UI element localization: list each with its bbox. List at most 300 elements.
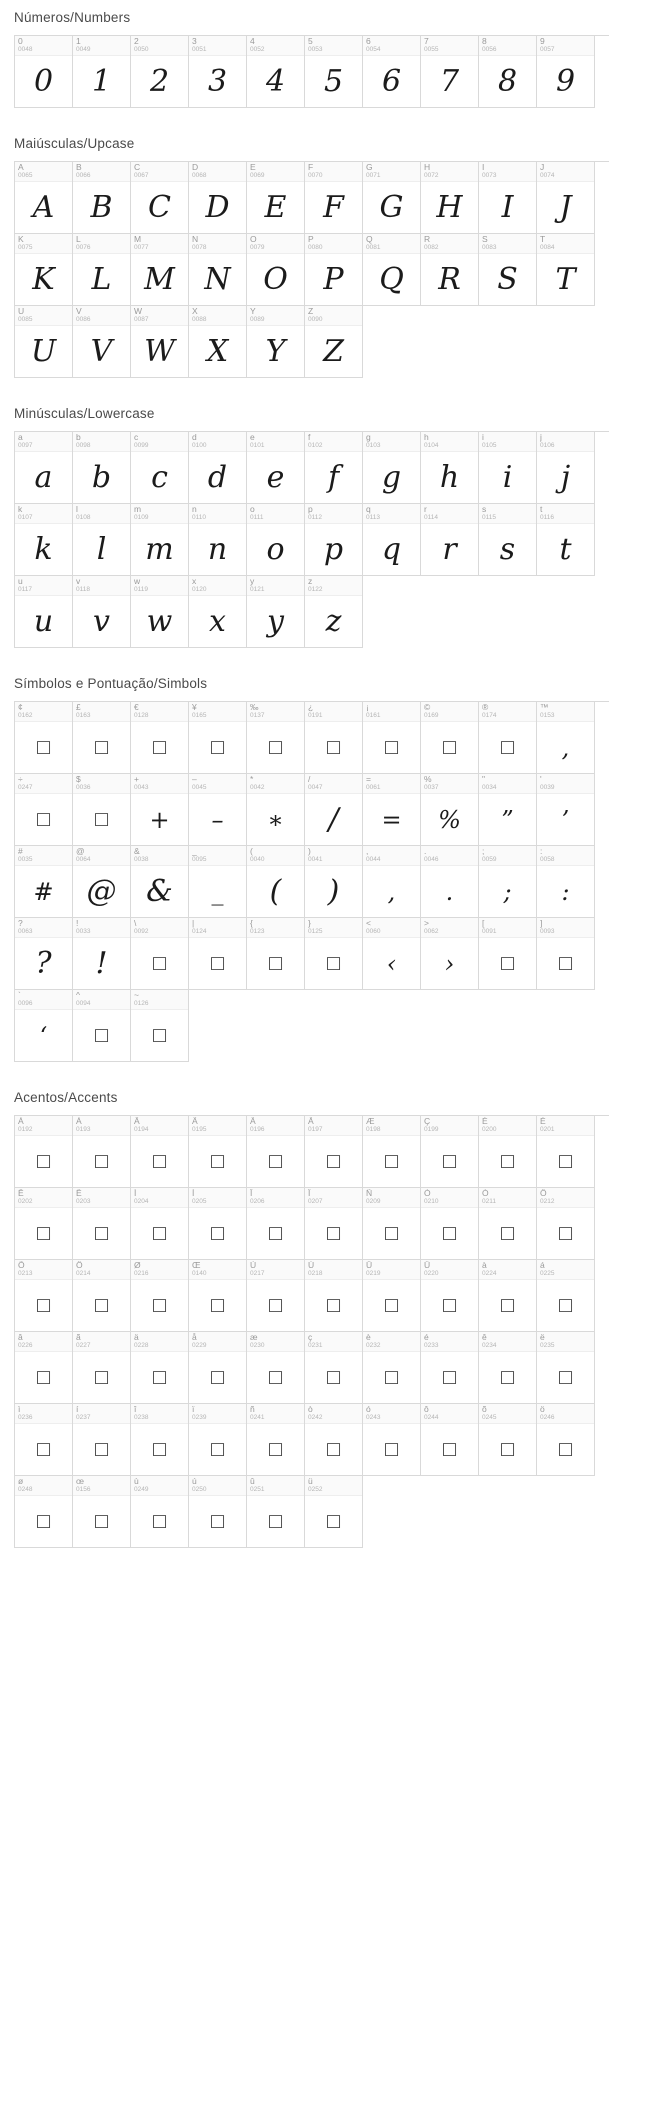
glyph-cell[interactable]: [479, 1404, 537, 1476]
glyph-meta: [363, 1404, 420, 1424]
glyph-char-label: ‰: [250, 703, 259, 712]
glyph-preview: □: [325, 1367, 342, 1387]
glyph-preview: □: [151, 1439, 168, 1459]
glyph-cell[interactable]: [305, 576, 363, 648]
glyph-cell[interactable]: [305, 1116, 363, 1188]
glyph-preview: □: [325, 1511, 342, 1531]
glyph-cell[interactable]: [247, 1476, 305, 1548]
glyph-preview: !: [95, 945, 108, 981]
glyph-code-label: 0202: [18, 1198, 33, 1205]
glyph-meta: [131, 1476, 188, 1496]
glyph-cell[interactable]: [305, 432, 363, 504]
glyph-code-label: 0210: [424, 1198, 439, 1205]
glyph-cell[interactable]: [73, 576, 131, 648]
glyph-cell[interactable]: [247, 918, 305, 990]
glyph-char-label: 4: [250, 37, 255, 46]
glyph-char-label: 9: [540, 37, 545, 46]
glyph-cell[interactable]: [15, 432, 73, 504]
glyph-cell[interactable]: [305, 702, 363, 774]
glyph-cell[interactable]: [479, 1188, 537, 1260]
glyph-preview: □: [557, 1151, 574, 1171]
glyph-cell[interactable]: [131, 1332, 189, 1404]
glyph-cell[interactable]: [131, 1260, 189, 1332]
glyph-cell[interactable]: [421, 1332, 479, 1404]
glyph-char-label: l: [76, 505, 78, 514]
glyph-preview: □: [267, 737, 284, 757]
glyph-code-label: 0203: [76, 1198, 91, 1205]
glyph-code-label: 0070: [308, 172, 323, 179]
glyph-code-label: 0065: [18, 172, 33, 179]
glyph-char-label: à: [482, 1261, 487, 1270]
glyph-cell[interactable]: [15, 234, 73, 306]
glyph-preview: %: [438, 805, 461, 834]
glyph-cell[interactable]: [537, 36, 595, 108]
glyph-code-label: 0086: [76, 316, 91, 323]
glyph-cell[interactable]: [15, 36, 73, 108]
glyph-char-label: ¿: [308, 703, 314, 712]
glyph-cell[interactable]: [421, 234, 479, 306]
glyph-code-label: 0245: [482, 1414, 497, 1421]
glyph-cell[interactable]: [131, 990, 189, 1062]
glyph-preview: □: [209, 1223, 226, 1243]
glyph-char-label: Ñ: [366, 1189, 373, 1198]
glyph-char-label: U: [18, 307, 25, 316]
glyph-meta: [15, 576, 72, 596]
glyph-cell[interactable]: [73, 234, 131, 306]
glyph-char-label: K: [18, 235, 24, 244]
glyph-cell[interactable]: [363, 1332, 421, 1404]
glyph-cell[interactable]: [131, 504, 189, 576]
glyph-cell[interactable]: [479, 504, 537, 576]
glyph-meta: [247, 162, 304, 182]
glyph-cell[interactable]: [363, 162, 421, 234]
glyph-code-label: 0114: [424, 514, 438, 521]
glyph-cell[interactable]: [131, 702, 189, 774]
glyph-cell[interactable]: [537, 918, 595, 990]
glyph-char-label: 1: [76, 37, 81, 46]
glyph-char-label: V: [76, 307, 82, 316]
glyph-cell[interactable]: [537, 1116, 595, 1188]
glyph-cell[interactable]: [363, 702, 421, 774]
glyph-cell[interactable]: [537, 702, 595, 774]
glyph-cell[interactable]: [247, 576, 305, 648]
glyph-cell[interactable]: [537, 1260, 595, 1332]
glyph-meta: [247, 1188, 304, 1208]
glyph-cell[interactable]: [15, 1404, 73, 1476]
glyph-cell[interactable]: [73, 1260, 131, 1332]
glyph-cell[interactable]: [305, 1332, 363, 1404]
glyph-cell[interactable]: [15, 990, 73, 1062]
glyph-cell[interactable]: [421, 36, 479, 108]
glyph-cell[interactable]: [15, 702, 73, 774]
glyph-char-label: È: [482, 1117, 488, 1126]
glyph-cell[interactable]: [537, 1332, 595, 1404]
glyph-code-label: 0104: [424, 442, 439, 449]
glyph-cell[interactable]: [479, 774, 537, 846]
glyph-cell[interactable]: [15, 1332, 73, 1404]
glyph-char-label: P: [308, 235, 314, 244]
glyph-code-label: 0214: [76, 1270, 91, 1277]
glyph-preview: w: [146, 603, 173, 639]
glyph-code-label: 0218: [308, 1270, 323, 1277]
glyph-cell[interactable]: [305, 918, 363, 990]
glyph-code-label: 0036: [76, 784, 91, 791]
glyph-char-label: æ: [250, 1333, 258, 1342]
glyph-cell[interactable]: [421, 774, 479, 846]
glyph-preview: H: [436, 189, 463, 225]
glyph-preview: ‹: [386, 949, 397, 978]
glyph-code-label: 0236: [18, 1414, 33, 1421]
glyph-cell[interactable]: [537, 504, 595, 576]
glyph-cell[interactable]: [15, 1188, 73, 1260]
glyph-preview: I: [501, 189, 514, 225]
glyph-code-label: 0051: [192, 46, 207, 53]
glyph-cell[interactable]: [305, 234, 363, 306]
glyph-cell[interactable]: [131, 1476, 189, 1548]
glyph-cell[interactable]: [247, 1404, 305, 1476]
glyph-meta: [247, 306, 304, 326]
glyph-char-label: $: [76, 775, 81, 784]
glyph-code-label: 0115: [482, 514, 496, 521]
glyph-cell[interactable]: [247, 306, 305, 378]
glyph-cell[interactable]: [247, 504, 305, 576]
glyph-code-label: 0101: [250, 442, 265, 449]
glyph-char-label: [: [482, 919, 485, 928]
glyph-cell[interactable]: [73, 1404, 131, 1476]
glyph-cell[interactable]: [479, 234, 537, 306]
glyph-cell[interactable]: [305, 1260, 363, 1332]
glyph-cell[interactable]: [421, 918, 479, 990]
glyph-cell[interactable]: [247, 774, 305, 846]
glyph-preview: v: [93, 603, 110, 639]
glyph-meta: [131, 1116, 188, 1136]
glyph-cell[interactable]: [305, 162, 363, 234]
glyph-meta: [189, 234, 246, 254]
glyph-cell[interactable]: [421, 702, 479, 774]
glyph-cell[interactable]: [305, 846, 363, 918]
glyph-cell[interactable]: [131, 162, 189, 234]
glyph-code-label: 0124: [192, 928, 207, 935]
glyph-char-label: Î: [250, 1189, 253, 1198]
glyph-meta: [15, 36, 72, 56]
glyph-cell[interactable]: [247, 1188, 305, 1260]
glyph-meta: [363, 702, 420, 722]
glyph-char-label: !: [76, 919, 79, 928]
glyph-cell[interactable]: [73, 1476, 131, 1548]
glyph-meta: [73, 36, 130, 56]
glyph-cell[interactable]: [73, 1332, 131, 1404]
glyph-cell[interactable]: [131, 846, 189, 918]
glyph-meta: [247, 36, 304, 56]
glyph-char-label: å: [192, 1333, 197, 1342]
glyph-cell[interactable]: [131, 306, 189, 378]
glyph-char-label: .: [424, 847, 427, 856]
glyph-cell[interactable]: [73, 36, 131, 108]
glyph-code-label: 0090: [308, 316, 323, 323]
glyph-cell[interactable]: [15, 1476, 73, 1548]
glyph-cell[interactable]: [479, 1260, 537, 1332]
glyph-cell[interactable]: [305, 1404, 363, 1476]
glyph-char-label: Ë: [76, 1189, 82, 1198]
glyph-cell[interactable]: [305, 1476, 363, 1548]
glyph-meta: [73, 1260, 130, 1280]
glyph-cell[interactable]: [73, 432, 131, 504]
glyph-code-label: 0242: [308, 1414, 323, 1421]
glyph-code-label: 0197: [308, 1126, 323, 1133]
glyph-preview: j: [560, 459, 571, 495]
glyph-cell[interactable]: [73, 990, 131, 1062]
glyph-char-label: ô: [424, 1405, 429, 1414]
glyph-cell[interactable]: [421, 1404, 479, 1476]
glyph-cell[interactable]: [363, 1116, 421, 1188]
glyph-code-label: 0058: [540, 856, 555, 863]
glyph-preview: □: [557, 953, 574, 973]
glyph-cell[interactable]: [421, 1260, 479, 1332]
glyph-cell[interactable]: [73, 774, 131, 846]
glyph-meta: [15, 306, 72, 326]
glyph-cell[interactable]: [73, 306, 131, 378]
glyph-preview: p: [323, 531, 344, 567]
glyph-cell[interactable]: [131, 1404, 189, 1476]
glyph-cell[interactable]: [73, 504, 131, 576]
glyph-grid: [14, 1115, 609, 1548]
glyph-cell[interactable]: [73, 918, 131, 990]
glyph-cell[interactable]: [421, 1116, 479, 1188]
glyph-preview: □: [499, 737, 516, 757]
glyph-cell[interactable]: [537, 774, 595, 846]
glyph-preview: U: [30, 333, 57, 369]
glyph-cell[interactable]: [189, 846, 247, 918]
glyph-preview: W: [144, 333, 175, 369]
glyph-cell[interactable]: [15, 1116, 73, 1188]
glyph-meta: [131, 504, 188, 524]
glyph-preview: □: [383, 1367, 400, 1387]
glyph-meta: [479, 504, 536, 524]
glyph-preview: ): [327, 873, 340, 909]
glyph-preview: □: [499, 1295, 516, 1315]
glyph-cell[interactable]: [189, 576, 247, 648]
glyph-char-label: Ü: [424, 1261, 431, 1270]
glyph-cell[interactable]: [421, 504, 479, 576]
glyph-cell[interactable]: [247, 1116, 305, 1188]
glyph-cell[interactable]: [73, 702, 131, 774]
glyph-cell[interactable]: [247, 36, 305, 108]
glyph-cell[interactable]: [363, 1260, 421, 1332]
glyph-char-label: ¡: [366, 703, 369, 712]
glyph-preview: □: [441, 1367, 458, 1387]
glyph-code-label: 0097: [18, 442, 33, 449]
glyph-preview: u: [33, 603, 54, 639]
glyph-preview: q: [381, 531, 402, 567]
glyph-cell[interactable]: [15, 306, 73, 378]
glyph-preview: □: [93, 1367, 110, 1387]
glyph-cell[interactable]: [131, 774, 189, 846]
glyph-char-label: £: [76, 703, 81, 712]
glyph-cell[interactable]: [15, 162, 73, 234]
glyph-cell[interactable]: [363, 774, 421, 846]
glyph-preview: □: [325, 953, 342, 973]
glyph-char-label: ë: [540, 1333, 545, 1342]
glyph-cell[interactable]: [189, 918, 247, 990]
glyph-preview: ‘: [39, 1021, 48, 1050]
glyph-cell[interactable]: [363, 1188, 421, 1260]
glyph-code-label: 0252: [308, 1486, 323, 1493]
glyph-cell[interactable]: [363, 432, 421, 504]
glyph-cell[interactable]: [479, 162, 537, 234]
glyph-cell[interactable]: [189, 702, 247, 774]
glyph-cell[interactable]: [479, 1332, 537, 1404]
glyph-code-label: 0043: [134, 784, 149, 791]
glyph-code-label: 0117: [18, 586, 32, 593]
glyph-cell[interactable]: [421, 846, 479, 918]
glyph-cell[interactable]: [247, 162, 305, 234]
glyph-cell[interactable]: [479, 918, 537, 990]
glyph-cell[interactable]: [131, 36, 189, 108]
glyph-cell[interactable]: [247, 702, 305, 774]
glyph-cell[interactable]: [73, 1116, 131, 1188]
glyph-preview: □: [499, 953, 516, 973]
glyph-cell[interactable]: [363, 1404, 421, 1476]
glyph-cell[interactable]: [189, 432, 247, 504]
glyph-meta: [537, 702, 594, 722]
glyph-cell[interactable]: [363, 36, 421, 108]
glyph-meta: [189, 576, 246, 596]
glyph-char-label: Ø: [134, 1261, 141, 1270]
glyph-preview: S: [497, 261, 518, 297]
glyph-section: [0, 0, 661, 108]
glyph-preview: 9: [555, 63, 576, 99]
glyph-char-label: ó: [366, 1405, 371, 1414]
glyph-code-label: 0233: [424, 1342, 439, 1349]
glyph-meta: [247, 1116, 304, 1136]
glyph-char-label: Y: [250, 307, 256, 316]
glyph-code-label: 0244: [424, 1414, 439, 1421]
glyph-cell[interactable]: [537, 1188, 595, 1260]
glyph-cell[interactable]: [247, 432, 305, 504]
glyph-meta: [247, 1260, 304, 1280]
glyph-cell[interactable]: [247, 1332, 305, 1404]
glyph-cell[interactable]: [189, 1332, 247, 1404]
glyph-char-label: %: [424, 775, 432, 784]
glyph-preview: =: [381, 805, 402, 834]
glyph-code-label: 0120: [192, 586, 207, 593]
glyph-cell[interactable]: [189, 1404, 247, 1476]
glyph-preview: □: [35, 1439, 52, 1459]
glyph-cell[interactable]: [363, 234, 421, 306]
glyph-cell[interactable]: [247, 234, 305, 306]
glyph-meta: [363, 846, 420, 866]
glyph-cell[interactable]: [189, 162, 247, 234]
glyph-preview: T: [555, 261, 576, 297]
glyph-cell[interactable]: [363, 504, 421, 576]
glyph-cell[interactable]: [189, 234, 247, 306]
glyph-cell[interactable]: [537, 162, 595, 234]
glyph-cell[interactable]: [479, 702, 537, 774]
glyph-cell[interactable]: [15, 504, 73, 576]
glyph-preview: X: [206, 333, 229, 369]
glyph-cell[interactable]: [189, 1188, 247, 1260]
glyph-cell[interactable]: [131, 1188, 189, 1260]
glyph-cell[interactable]: [189, 1260, 247, 1332]
glyph-cell[interactable]: [305, 504, 363, 576]
glyph-cell[interactable]: [537, 846, 595, 918]
glyph-cell[interactable]: [421, 1188, 479, 1260]
glyph-char-label: á: [540, 1261, 545, 1270]
glyph-code-label: 0099: [134, 442, 149, 449]
glyph-meta: [305, 702, 362, 722]
glyph-preview: l: [96, 531, 107, 567]
glyph-section: [0, 666, 661, 1062]
glyph-meta: [15, 774, 72, 794]
glyph-cell[interactable]: [73, 1188, 131, 1260]
glyph-cell[interactable]: [363, 918, 421, 990]
glyph-preview: 4: [265, 63, 286, 99]
glyph-meta: [73, 234, 130, 254]
glyph-cell[interactable]: [131, 432, 189, 504]
glyph-code-label: 0174: [482, 712, 497, 719]
glyph-cell[interactable]: [131, 576, 189, 648]
glyph-cell[interactable]: [189, 1476, 247, 1548]
glyph-char-label: é: [424, 1333, 429, 1342]
glyph-cell[interactable]: [247, 1260, 305, 1332]
glyph-meta: [537, 234, 594, 254]
glyph-code-label: 0045: [192, 784, 207, 791]
glyph-code-label: 0231: [308, 1342, 323, 1349]
glyph-cell[interactable]: [15, 774, 73, 846]
glyph-cell[interactable]: [15, 918, 73, 990]
glyph-preview: □: [383, 1151, 400, 1171]
glyph-cell[interactable]: [479, 432, 537, 504]
glyph-cell[interactable]: [479, 1116, 537, 1188]
glyph-meta: [421, 702, 478, 722]
glyph-cell[interactable]: [131, 918, 189, 990]
glyph-char-label: ü: [308, 1477, 313, 1486]
glyph-code-label: 0153: [540, 712, 555, 719]
glyph-cell[interactable]: [15, 846, 73, 918]
glyph-cell[interactable]: [189, 36, 247, 108]
glyph-cell[interactable]: [189, 306, 247, 378]
glyph-char-label: g: [366, 433, 371, 442]
glyph-cell[interactable]: [479, 36, 537, 108]
glyph-meta: [189, 162, 246, 182]
glyph-cell[interactable]: [131, 1116, 189, 1188]
glyph-cell[interactable]: [305, 306, 363, 378]
glyph-cell[interactable]: [363, 846, 421, 918]
glyph-code-label: 0057: [540, 46, 555, 53]
glyph-cell[interactable]: [537, 432, 595, 504]
glyph-cell[interactable]: [189, 774, 247, 846]
glyph-cell[interactable]: [247, 846, 305, 918]
glyph-cell[interactable]: [73, 846, 131, 918]
glyph-cell[interactable]: [305, 1188, 363, 1260]
glyph-cell[interactable]: [479, 846, 537, 918]
glyph-cell[interactable]: [421, 432, 479, 504]
glyph-cell[interactable]: [189, 504, 247, 576]
glyph-cell[interactable]: [305, 36, 363, 108]
glyph-cell[interactable]: [73, 162, 131, 234]
glyph-cell[interactable]: [15, 576, 73, 648]
glyph-cell[interactable]: [537, 234, 595, 306]
glyph-cell[interactable]: [537, 1404, 595, 1476]
glyph-code-label: 0107: [18, 514, 33, 521]
glyph-preview: F: [323, 189, 344, 225]
glyph-cell[interactable]: [189, 1116, 247, 1188]
glyph-cell[interactable]: [421, 162, 479, 234]
glyph-cell[interactable]: [305, 774, 363, 846]
glyph-preview: □: [35, 1511, 52, 1531]
glyph-cell[interactable]: [131, 234, 189, 306]
glyph-cell[interactable]: [15, 1260, 73, 1332]
